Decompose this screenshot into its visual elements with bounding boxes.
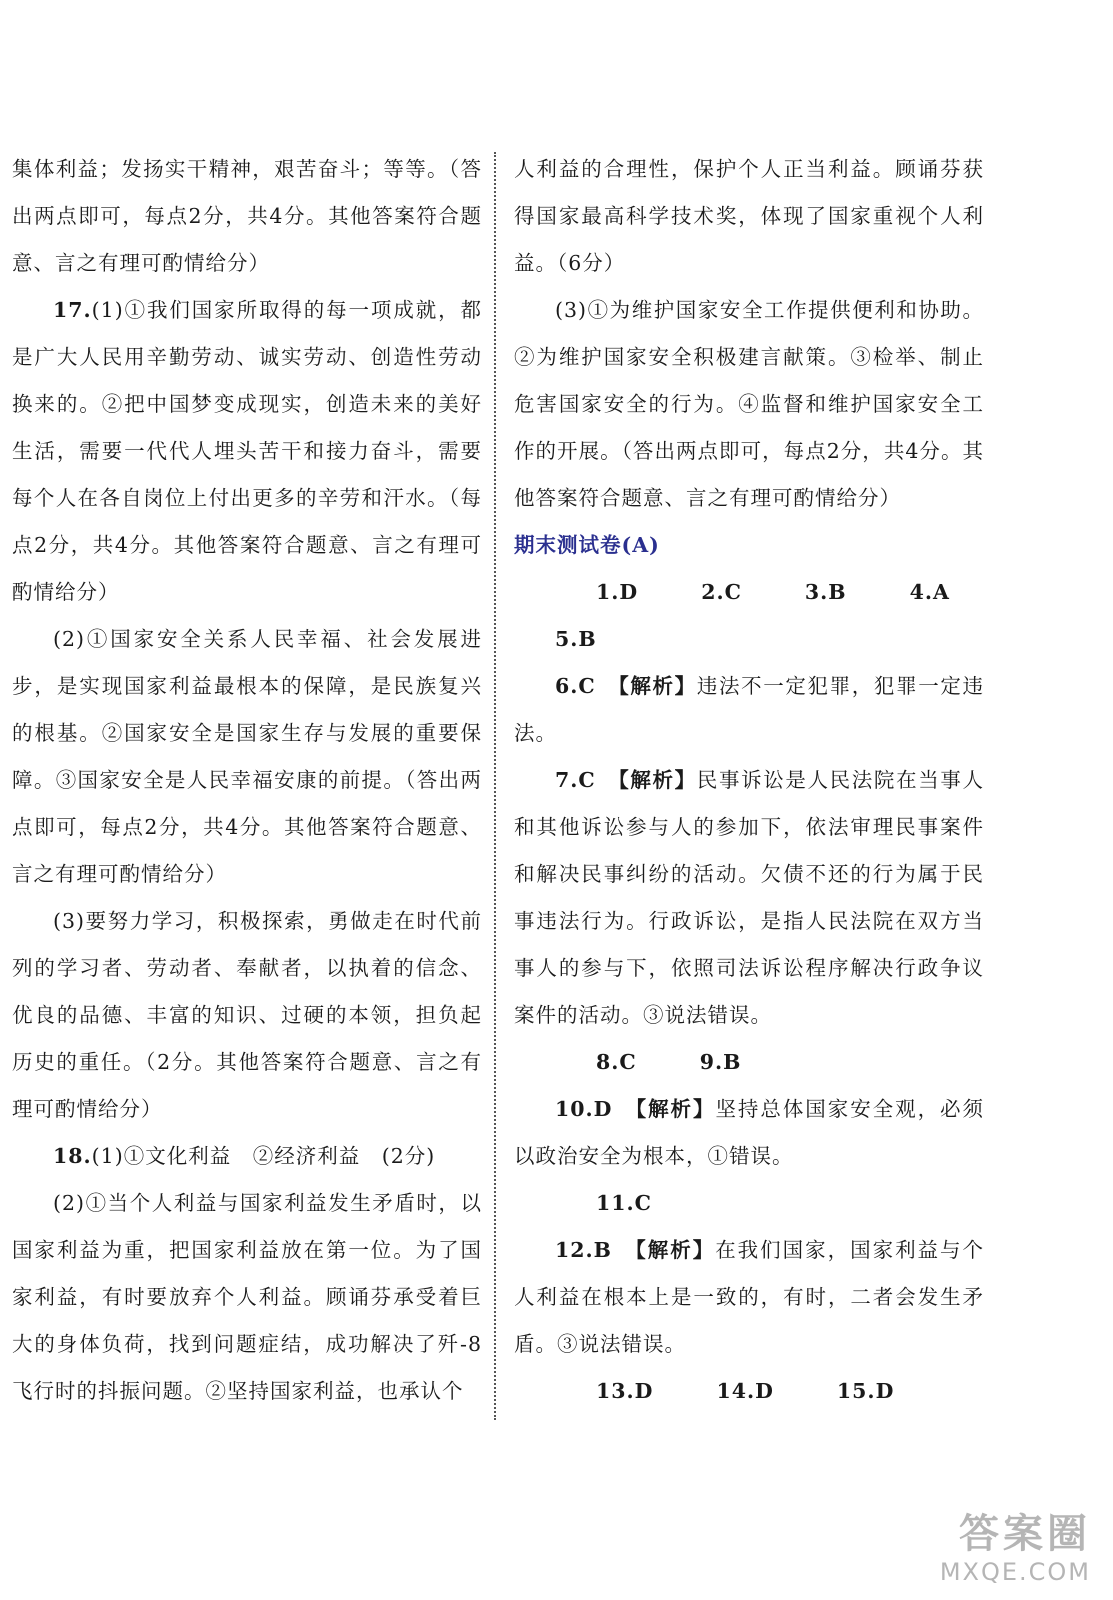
q10-answer: 10.D bbox=[555, 1097, 613, 1121]
q12-analysis bbox=[514, 1227, 984, 1368]
answer-item: 1.D bbox=[596, 580, 639, 604]
section-title: 期末测试卷(A) bbox=[514, 533, 660, 557]
q10-analysis-text: 坚持总体国家安全观，必须以政治安全为根本，①错误。 bbox=[514, 1097, 985, 1168]
right-column bbox=[514, 146, 984, 1415]
watermark-text: 答案圈 bbox=[959, 1511, 1091, 1557]
watermark-url: MXQE.COM bbox=[939, 1558, 1091, 1586]
q18-number: 18. bbox=[53, 1144, 92, 1168]
q18-part2-continuation: 人利益的合理性，保护个人正当利益。顾诵芬获得国家最高科学技术奖，体现了国家重视个人利益。（6分） bbox=[514, 157, 984, 275]
answer-item: 11.C bbox=[596, 1191, 652, 1215]
left-column bbox=[12, 146, 482, 1415]
answers-1-5 bbox=[514, 569, 984, 663]
q18-part2: (2)①当个人利益与国家利益发生矛盾时，以国家利益为重，把国家利益放在第一位。为了国家利益，有时要放弃个人利益。顾诵芬承受着巨大的身体负荷，找到问题症结，成功解决了歼-8飞行时的抖振问题。②坚持国家利益，也承认个 bbox=[12, 1191, 482, 1403]
q16-continuation: 集体利益；发扬实干精神，艰苦奋斗；等等。（答出两点即可，每点2分，共4分。其他答案符合题意、言之有理可酌情给分） bbox=[12, 157, 482, 275]
answer-item: 5.B bbox=[555, 627, 597, 651]
q7-analysis bbox=[514, 757, 984, 1039]
q6-analysis-text: 违法不一定犯罪，犯罪一定违法。 bbox=[514, 674, 984, 745]
q18-part1 bbox=[12, 1133, 482, 1180]
analysis-tag: 【解析】 bbox=[635, 1238, 716, 1262]
answers-8-9 bbox=[514, 1039, 984, 1086]
answer-item: 14.D bbox=[716, 1379, 774, 1403]
answer-item: 3.B bbox=[804, 580, 847, 604]
q12-analysis-text: 在我们国家，国家利益与个人利益在根本上是一致的，有时，二者会发生矛盾。③说法错误。 bbox=[514, 1238, 985, 1356]
column-divider bbox=[494, 152, 496, 1420]
answer-11 bbox=[514, 1180, 984, 1227]
q12-answer: 12.B bbox=[555, 1238, 612, 1262]
answer-item: 8.C bbox=[596, 1050, 637, 1074]
answers-13-15 bbox=[514, 1368, 984, 1415]
q7-analysis-text: 民事诉讼是人民法院在当事人和其他诉讼参与人的参加下，依法审理民事案件和解决民事纠纷的活动。欠债不还的行为属于民事违法行为。行政诉讼，是指人民法院在双方当事人的参与下，依照司法诉讼程序解决行政争议案件的活动。③说法错误。 bbox=[514, 768, 984, 1027]
analysis-tag: 【解析】 bbox=[635, 1097, 716, 1121]
q17-part1-text: (1)①我们国家所取得的每一项成就，都是广大人民用辛勤劳动、诚实劳动、创造性劳动换来的。②把中国梦变成现实，创造未来的美好生活，需要一代代人埋头苦干和接力奋斗，需要每个人在各自岗位上付出更多的辛劳和汗水。（每点2分，共4分。其他答案符合题意、言之有理可酌情给分） bbox=[12, 298, 482, 604]
answer-item: 15.D bbox=[836, 1379, 895, 1403]
answer-item: 2.C bbox=[701, 580, 742, 604]
q7-answer: 7.C bbox=[555, 768, 596, 792]
q17-number: 17. bbox=[53, 298, 92, 322]
q18-part3: (3)①为维护国家安全工作提供便利和协助。②为维护国家安全积极建言献策。③检举、制止危害国家安全的行为。④监督和维护国家安全工作的开展。（答出两点即可，每点2分，共4分。其他答案符合题意、言之有理可酌情给分） bbox=[514, 298, 984, 510]
q17-part3: (3)要努力学习，积极探索，勇做走在时代前列的学习者、劳动者、奉献者，以执着的信念、优良的品德、丰富的知识、过硬的本领，担负起历史的重任。（2分。其他答案符合题意、言之有理可酌情给分） bbox=[12, 909, 482, 1121]
q6-answer: 6.C bbox=[555, 674, 596, 698]
q17-part2: (2)①国家安全关系人民幸福、社会发展进步，是实现国家利益最根本的保障，是民族复兴的根基。②国家安全是国家生存与发展的重要保障。③国家安全是人民幸福安康的前提。（答出两点即可，每点2分，共4分。其他答案符合题意、言之有理可酌情给分） bbox=[12, 627, 482, 886]
analysis-tag: 【解析】 bbox=[618, 768, 697, 792]
answer-item: 4.A bbox=[909, 580, 950, 604]
answer-item: 13.D bbox=[596, 1379, 654, 1403]
q17-part1 bbox=[12, 287, 482, 616]
answer-item: 9.B bbox=[699, 1050, 742, 1074]
q18-part1-text: (1)①文化利益 ②经济利益 (2分) bbox=[91, 1144, 436, 1168]
q10-analysis bbox=[514, 1086, 984, 1180]
watermark-logo bbox=[861, 1510, 1091, 1590]
analysis-tag: 【解析】 bbox=[618, 674, 697, 698]
q6-analysis bbox=[514, 663, 984, 757]
